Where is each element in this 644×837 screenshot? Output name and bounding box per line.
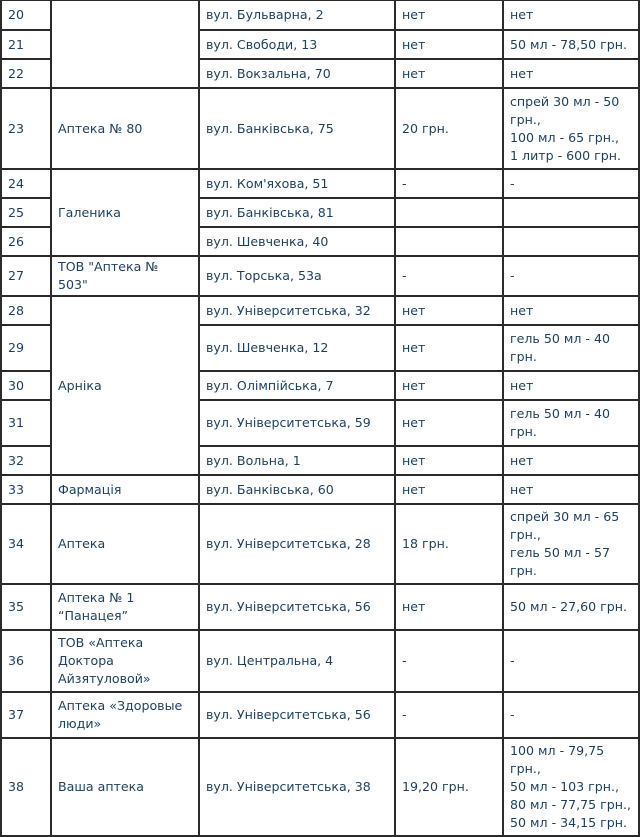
price-details-cell: спрей 30 мл - 65 грн., гель 50 мл - 57 грн. — [503, 504, 639, 584]
address-cell: вул. Ком'яхова, 51 — [199, 169, 395, 198]
price-cell — [395, 198, 503, 227]
row-number: 21 — [1, 30, 51, 59]
price-cell: - — [395, 256, 503, 296]
address-cell: вул. Банківська, 81 — [199, 198, 395, 227]
price-details-cell: гель 50 мл - 40 грн. — [503, 400, 639, 446]
price-details-cell: - — [503, 692, 639, 738]
row-number: 27 — [1, 256, 51, 296]
table-row — [1, 0, 639, 30]
row-number: 26 — [1, 227, 51, 256]
pharmacy-name-cell: Арніка — [51, 296, 199, 475]
pharmacy-name-cell — [51, 0, 199, 88]
row-number: 30 — [1, 371, 51, 400]
table-row — [1, 88, 639, 169]
address-cell: вул. Олімпійська, 7 — [199, 371, 395, 400]
price-details-cell: нет — [503, 0, 639, 30]
address-cell: вул. Банківська, 75 — [199, 88, 395, 169]
price-cell: - — [395, 692, 503, 738]
price-details-cell: - — [503, 256, 639, 296]
pharmacy-name-cell: Аптека № 1 “Панацея” — [51, 584, 199, 630]
row-number: 31 — [1, 400, 51, 446]
row-number: 23 — [1, 88, 51, 169]
address-cell: вул. Вольна, 1 — [199, 446, 395, 475]
price-cell: нет — [395, 30, 503, 59]
price-details-cell — [503, 227, 639, 256]
address-cell: вул. Бульварна, 2 — [199, 0, 395, 30]
row-number: 25 — [1, 198, 51, 227]
price-details-cell — [503, 198, 639, 227]
price-details-cell: 50 мл - 78,50 грн. — [503, 30, 639, 59]
row-number: 28 — [1, 296, 51, 325]
pharmacy-name-cell: Аптека № 80 — [51, 88, 199, 169]
price-cell: нет — [395, 371, 503, 400]
row-number: 34 — [1, 504, 51, 584]
row-number: 29 — [1, 325, 51, 371]
price-cell: нет — [395, 59, 503, 88]
pharmacy-name-cell: ТОВ «Аптека Доктора Айзятуловой» — [51, 630, 199, 692]
table-row — [1, 504, 639, 584]
table-row — [1, 296, 639, 325]
address-cell: вул. Центральна, 4 — [199, 630, 395, 692]
price-cell: нет — [395, 325, 503, 371]
price-cell: нет — [395, 584, 503, 630]
row-number: 20 — [1, 0, 51, 30]
row-number: 37 — [1, 692, 51, 738]
pharmacy-name-cell: Аптека «Здоровые люди» — [51, 692, 199, 738]
pharmacy-name-cell: Ваша аптека — [51, 738, 199, 836]
address-cell: вул. Університетська, 32 — [199, 296, 395, 325]
price-details-cell: нет — [503, 371, 639, 400]
price-details-cell: - — [503, 169, 639, 198]
row-number: 33 — [1, 475, 51, 504]
price-details-cell: нет — [503, 475, 639, 504]
table-row — [1, 738, 639, 836]
price-cell: - — [395, 169, 503, 198]
price-cell: 18 грн. — [395, 504, 503, 584]
pharmacy-name-cell: Галеника — [51, 169, 199, 256]
table-row — [1, 169, 639, 198]
row-number: 24 — [1, 169, 51, 198]
row-number: 36 — [1, 630, 51, 692]
price-details-cell: - — [503, 630, 639, 692]
table-row — [1, 256, 639, 296]
table-row — [1, 475, 639, 504]
price-cell: 19,20 грн. — [395, 738, 503, 836]
address-cell: вул. Університетська, 38 — [199, 738, 395, 836]
row-number: 38 — [1, 738, 51, 836]
price-cell: нет — [395, 296, 503, 325]
address-cell: вул. Свободи, 13 — [199, 30, 395, 59]
price-details-cell: гель 50 мл - 40 грн. — [503, 325, 639, 371]
price-details-cell: 100 мл - 79,75 грн., 50 мл - 103 грн., 80 мл - 77,75 грн., 50 мл - 34,15 грн. — [503, 738, 639, 836]
pharmacy-name-cell: ТОВ "Аптека № 503" — [51, 256, 199, 296]
address-cell: вул. Університетська, 59 — [199, 400, 395, 446]
table-row — [1, 692, 639, 738]
table-row — [1, 584, 639, 630]
address-cell: вул. Університетська, 56 — [199, 692, 395, 738]
price-cell: нет — [395, 475, 503, 504]
address-cell: вул. Банківська, 60 — [199, 475, 395, 504]
price-details-cell: 50 мл - 27,60 грн. — [503, 584, 639, 630]
address-cell: вул. Шевченка, 12 — [199, 325, 395, 371]
address-cell: вул. Університетська, 28 — [199, 504, 395, 584]
address-cell: вул. Університетська, 56 — [199, 584, 395, 630]
price-cell: - — [395, 630, 503, 692]
table-row — [1, 630, 639, 692]
price-cell: нет — [395, 400, 503, 446]
pharmacy-name-cell: Аптека — [51, 504, 199, 584]
price-cell: нет — [395, 446, 503, 475]
price-details-cell: спрей 30 мл - 50 грн., 100 мл - 65 грн., 1 литр - 600 грн. — [503, 88, 639, 169]
price-cell — [395, 227, 503, 256]
address-cell: вул. Торська, 53а — [199, 256, 395, 296]
row-number: 35 — [1, 584, 51, 630]
row-number: 32 — [1, 446, 51, 475]
price-cell: нет — [395, 0, 503, 30]
price-details-cell: нет — [503, 59, 639, 88]
price-cell: 20 грн. — [395, 88, 503, 169]
address-cell: вул. Вокзальна, 70 — [199, 59, 395, 88]
price-details-cell: нет — [503, 446, 639, 475]
pharmacy-name-cell: Фармація — [51, 475, 199, 504]
address-cell: вул. Шевченка, 40 — [199, 227, 395, 256]
price-details-cell: нет — [503, 296, 639, 325]
row-number: 22 — [1, 59, 51, 88]
